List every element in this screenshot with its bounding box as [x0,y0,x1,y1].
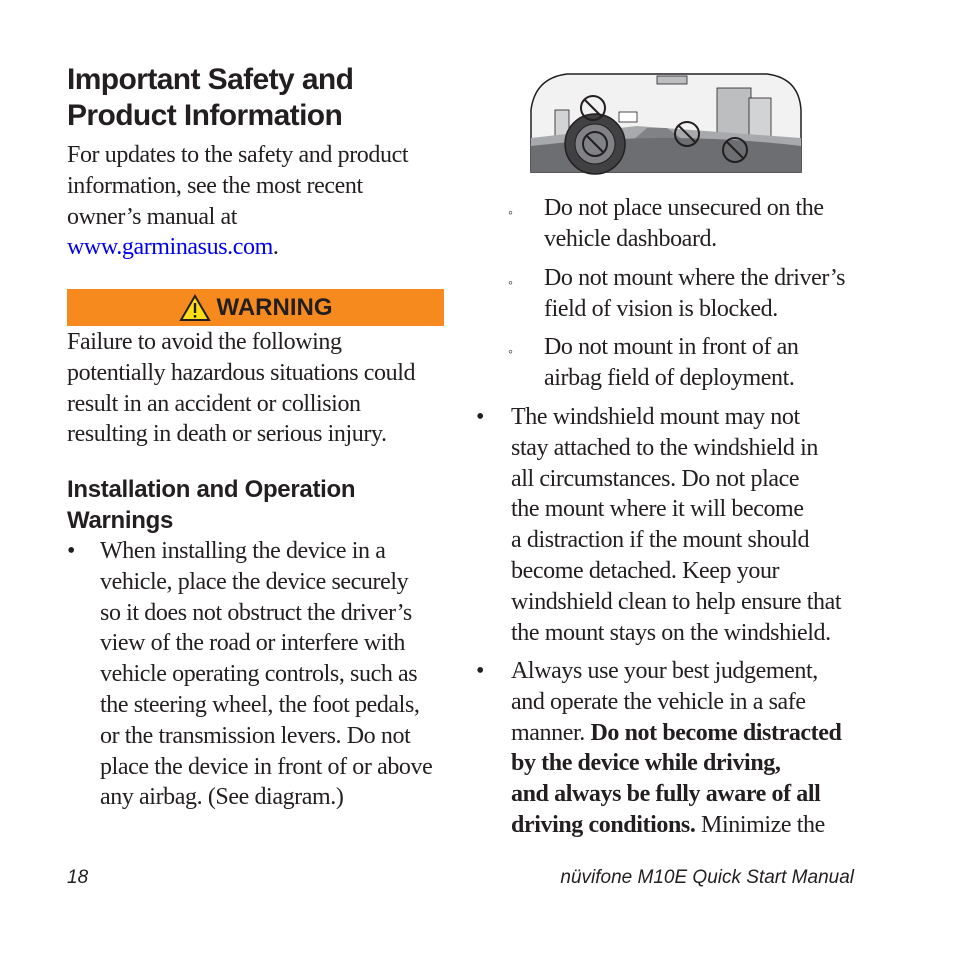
sub-bullet-mark: ◦ [508,343,513,359]
intro-line: For updates to the safety and product [67,142,409,168]
bullet-text-bold: and always be fully aware of all [511,781,821,808]
sub-bullet-mark: ◦ [508,274,513,290]
bullet-line [511,810,841,841]
bullet-line: The windshield mount may not [511,404,800,430]
bullet-line: all circumstances. Do not place [511,465,800,492]
bullet-line [511,748,841,779]
warning-triangle-icon [179,294,211,322]
warning-text [67,327,445,450]
bullet-line: and operate the vehicle in a safe [511,688,806,715]
section-title-line: Installation and Operation [67,476,356,503]
page-title [67,62,447,134]
sub-bullet-mark: ◦ [508,204,513,220]
bullet-line: Always use your best judgement, [511,658,818,684]
warning-line: resulting in death or serious injury. [67,421,387,448]
warning-line: Failure to avoid the following [67,329,342,355]
bullet-line: view of the road or interfere with [100,630,405,657]
sub-bullet-line: field of vision is blocked. [544,295,778,322]
intro-line: owner’s manual at [67,203,238,230]
bullet-line: stay attached to the windshield in [511,434,818,461]
bullet-line: vehicle operating controls, such as [100,661,418,688]
bullet-line: a distraction if the mount should [511,527,810,554]
intro-link-line [67,232,445,263]
bullet-line: vehicle, place the device securely [100,568,409,595]
bullet-line [511,779,841,810]
bullet-text-plain: Minimize the [695,811,825,838]
garmin-website-link[interactable]: www.garminasus.com [67,234,273,261]
sub-bullet-line: Do not mount where the driver’s [544,265,846,291]
warning-line: potentially hazardous situations could [67,359,416,386]
sub-bullet-dashboard [508,193,824,255]
section-title-line: Warnings [67,507,174,534]
bullet-line: become detached. Keep your [511,557,780,584]
intro-link-punctuation: . [272,234,279,261]
bullet-judgement [476,656,841,841]
section-title [67,474,445,536]
sub-bullet-vision [508,263,845,325]
bullet-text-bold: by the device while driving, [511,750,781,777]
windshield-diagram [527,70,804,176]
warning-banner [67,289,444,326]
sub-bullet-line: vehicle dashboard. [544,225,717,252]
bullet-installation [67,536,432,813]
bullet-line: place the device in front of or above [100,753,433,780]
page-title-line: Product Information [67,99,343,132]
bullet-line: or the transmission levers. Do not [100,722,411,749]
manual-title: nüvifone M10E Quick Start Manual [560,867,854,888]
intro-line: information, see the most recent [67,172,363,199]
bullet-line: When installing the device in a [100,538,386,564]
warning-label: WARNING [216,293,333,321]
bullet-line: any airbag. (See diagram.) [100,784,344,811]
bullet-mark: • [476,658,485,684]
sub-bullet-line: airbag field of deployment. [544,364,795,391]
page-number: 18 [67,867,89,888]
page-title-line: Important Safety and [67,63,354,96]
bullet-mark: • [476,404,485,430]
bullet-line: so it does not obstruct the driver’s [100,599,412,626]
sub-bullet-line: Do not mount in front of an [544,334,799,360]
bullet-text-bold: Do not become distracted [590,719,842,746]
bullet-text-bold: driving conditions. [511,811,696,838]
bullet-line: the steering wheel, the foot pedals, [100,691,420,718]
sub-bullet-line: Do not place unsecured on the [544,195,824,221]
bullet-text-plain: manner. [511,719,591,746]
bullet-windshield-mount [476,402,841,648]
bullet-line: the mount where it will become [511,496,804,523]
bullet-line: windshield clean to help ensure that [511,588,842,615]
bullet-mark: • [67,538,76,564]
bullet-line: the mount stays on the windshield. [511,619,831,646]
warning-line: result in an accident or collision [67,390,361,417]
intro-paragraph [67,140,445,263]
bullet-line [511,718,841,749]
sub-bullet-airbag [508,332,799,394]
